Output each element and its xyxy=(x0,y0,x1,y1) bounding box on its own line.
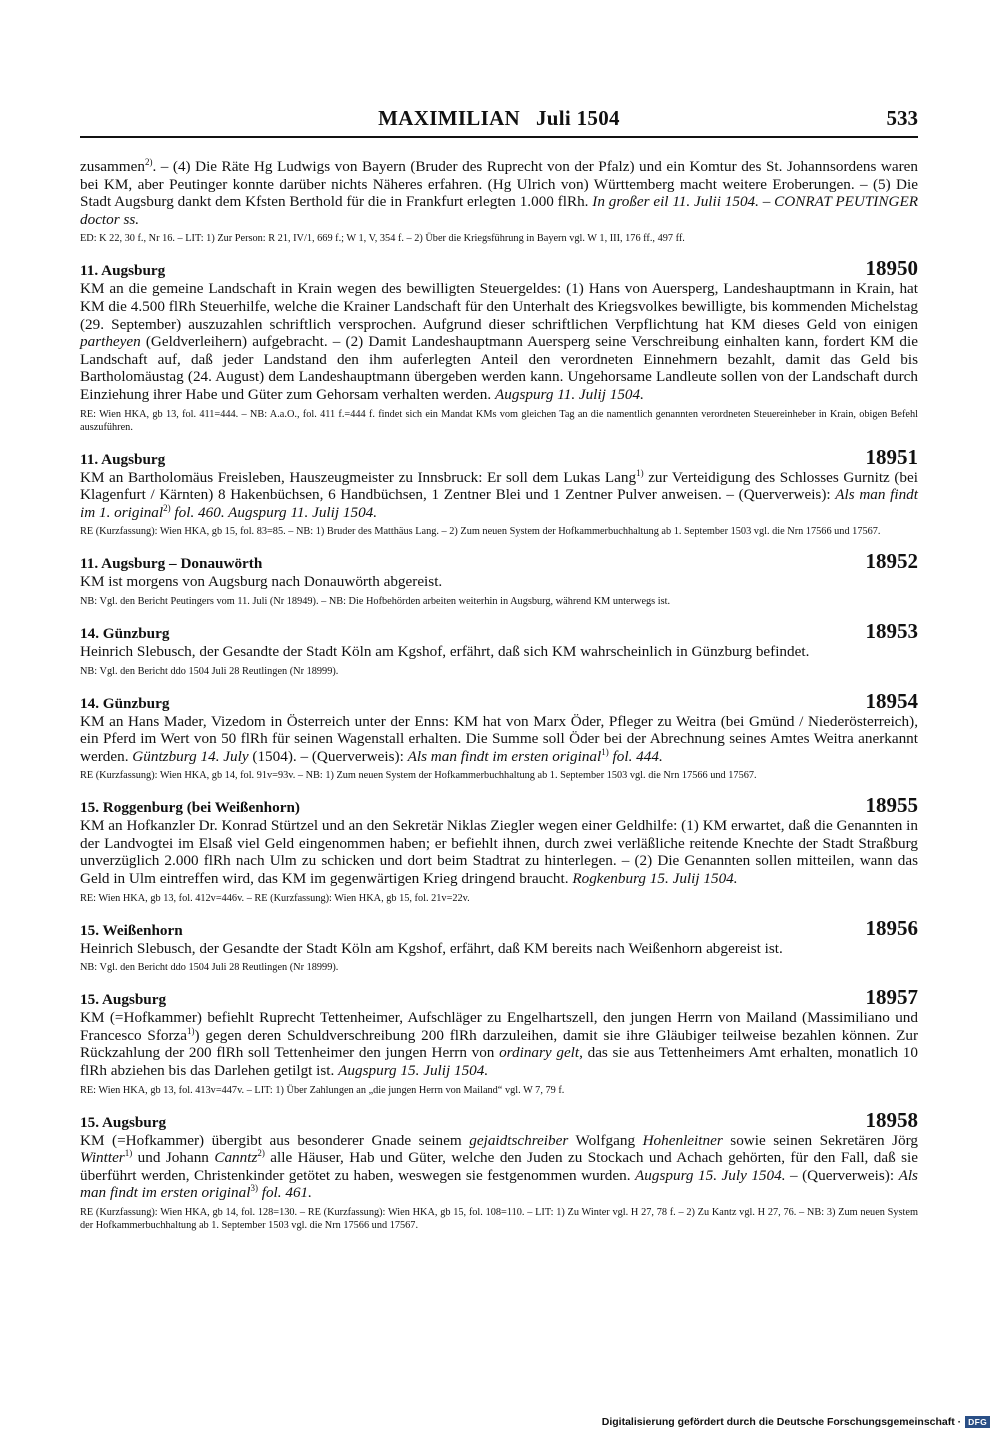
entry-text: KM (=Hofkammer) befiehlt Ruprecht Tettenheimer, Aufschläger zu Engelhartszell, den jungen Herrn von Mailand (Massimiliano und Francesco Sforza$^{1)}$) gegen deren Schuldverschreibung 200 flRh darzuleihen, damit sie ihre Gläubiger teilweise bezahlen können. Zur Rückzahlung der 200 flRh soll Tettenheimer den jungen Herrn von ordinary gelt, das sie aus Tettenheimers Amt erhalten, monatlich 10 flRh abziehen bis das Darlehen getilgt ist. Augspurg 15. Julij 1504. xyxy=(80,1009,919,1080)
entry-note: RE (Kurzfassung): Wien HKA, gb 14, fol. 91v=93v. – NB: 1) Zum neuen System der Hofkammerbuchhaltung ab 1. September 1503 vgl. die Nrn 17566 und 17567. xyxy=(80,770,757,782)
entry-18952 xyxy=(80,549,918,608)
entry-number: 18953 xyxy=(865,618,918,643)
entry-heading xyxy=(80,444,918,469)
entry-note: RE (Kurzfassung): Wien HKA, gb 15, fol. 83=85. – NB: 1) Bruder des Matthäus Lang. – 2) Zum neuen System der Hofkammerbuchhaltung ab 1. September 1503 vgl. die Nrn 17566 und 17567. xyxy=(80,526,881,538)
entry-place: 15. Weißenhorn xyxy=(80,921,183,939)
entry-note: NB: Vgl. den Bericht Peutingers vom 11. Juli (Nr 18949). – NB: Die Hofbehörden arbeiten weiterhin in Augsburg, während KM unterwegs ist. xyxy=(80,595,671,607)
header-title xyxy=(80,106,918,131)
entry-18950 xyxy=(80,256,918,433)
entry-heading xyxy=(80,618,918,643)
entry-heading xyxy=(80,256,918,281)
entry-18954 xyxy=(80,688,918,783)
entry-note: NB: Vgl. den Bericht ddo 1504 Juli 28 Reutlingen (Nr 18999). xyxy=(80,665,339,677)
entry-text: KM (=Hofkammer) übergibt aus besonderer Gnade seinem gejaidtschreiber Wolfgang Hohenleitner sowie seinen Sekretären Jörg Wintter$^{1)}$ und Johann Canntz$^{2)}$ alle Häuser, Hab und Güter, welche den Juden zu Stockach und Achach gehörten, für den Fall, daß sie überführt werden, Christenkinder getötet zu haben, weswegen sie festgenommen wurden. Augspurg 15. July 1504. – (Querverweis): Als man findt im ersten original$^{3)}$ fol. 461. xyxy=(80,1131,918,1202)
digitization-credit xyxy=(602,1416,990,1428)
entry-number: 18958 xyxy=(865,1107,918,1132)
entry-heading xyxy=(80,915,918,940)
entry-place: 15. Roggenburg (bei Weißenhorn) xyxy=(80,799,300,817)
entry-place: 11. Augsburg – Donauwörth xyxy=(80,555,263,573)
entry-place: 15. Augsburg xyxy=(80,1113,167,1131)
entry-18958 xyxy=(80,1107,918,1232)
entry-text: KM ist morgens von Augsburg nach Donauwörth abgereist. xyxy=(80,573,443,591)
entry-note: ED: K 22, 30 f., Nr 16. – LIT: 1) Zur Person: R 21, IV/1, 669 f.; W 1, V, 354 f. – 2) Über die Kriegsführung in Bayern vgl. W 1, III, 176 ff., 497 ff. xyxy=(80,233,685,245)
entry-number: 18950 xyxy=(865,256,918,281)
entry-text: Heinrich Slebusch, der Gesandte der Stadt Köln am Kgshof, erfährt, daß KM bereits nach Weißenhorn abgereist ist. xyxy=(80,939,783,957)
entry-18951 xyxy=(80,444,918,539)
running-header xyxy=(80,106,918,138)
entry-note: RE (Kurzfassung): Wien HKA, gb 14, fol. 128=130. – RE (Kurzfassung): Wien HKA, gb 15, fol. 108=110. – LIT: 1) Zu Winter vgl. H 27, 78 f. – 2) Zu Kantz vgl. H 27, 76. – NB: 3) Zum neuen System der Hofkammerbuchhaltung ab 1. September 1503 vgl. die Nrn 17566 und 17567. xyxy=(80,1207,918,1231)
header-date: Juli 1504 xyxy=(536,106,620,130)
page xyxy=(80,106,918,1232)
credit-text: Digitalisierung gefördert durch die Deutsche Forschungsgemeinschaft · xyxy=(601,1416,962,1428)
entry-text: zusammen$^{2)}$. – (4) Die Räte Hg Ludwigs von Bayern (Bruder des Ruprecht von der Pfalz) und ein Komtur des St. Johannsordens waren bei KM, aber Peutinger konnte darüber nichts Näheres erfahren. (Hg Ulrich von) Württemberg macht weitere Eroberungen. – (5) Die Stadt Augsburg dankt dem Kfsten Berthold für die in Frankfurt erlegten 1.000 flRh. In großer eil 11. Julii 1504. – CONRAT PEUTINGER doctor ss. xyxy=(80,156,919,228)
entry-text: KM an die gemeine Landschaft in Krain wegen des bewilligten Steuergeldes: (1) Hans von Auersperg, Landeshauptmann in Krain, hat KM die 4.500 flRh Steuerhilfe, welche die Krainer Landschaft für den Unterhalt des Kriegsvolkes bewilligte, bis kommenden Michelstag (29. September) auszuzahlen schriftlich versprochen. Aufgrund dieser schriftlichen Verpflichtung hat KM dieses Geld von einigen partheyen (Geldverleihern) aufgebracht. – (2) Damit Landeshauptmann Auersperg seine Verschreibung einhalten kann, fordert KM die Landschaft auf, daß jeder Landstand den ihm auferlegten Anteil den verordneten Einnehmern bezahlt, damit das Geld bis Bartholomäustag (24. August) dem Landeshauptmann übergeben werden kann. Ungehorsame Landleute sollen von der Landschaft durch Einziehung ihrer Habe und Güter zum Gehorsam verhalten werden. Augspurg 11. Julij 1504. xyxy=(80,280,918,403)
entry-note: RE: Wien HKA, gb 13, fol. 412v=446v. – RE (Kurzfassung): Wien HKA, gb 15, fol. 21v=22v. xyxy=(80,892,470,904)
entry-note: RE: Wien HKA, gb 13, fol. 413v=447v. – LIT: 1) Über Zahlungen an „die jungen Herrn von Mailand“ vgl. W 7, 79 f. xyxy=(80,1084,565,1096)
entry-place: 15. Augsburg xyxy=(80,991,167,1009)
page-number: 533 xyxy=(886,106,918,130)
entry-place: 11. Augsburg xyxy=(80,450,166,468)
entry-number: 18954 xyxy=(865,688,918,713)
entry-text: KM an Hans Mader, Vizedom in Österreich unter der Enns: KM hat von Marx Öder, Pfleger zu Weitra (bei Gmünd / Niederösterreich), ein Pferd im Wert von 50 flRh für seinen Wagenstall erhalten. Die Summe soll Öder bei der Abrechnung seines Amtes Weitra anerkannt werden. Güntzburg 14. July (1504). – (Querverweis): Als man findt im ersten original$^{1)}$ fol. 444. xyxy=(80,712,918,765)
header-name: MAXIMILIAN xyxy=(378,106,520,130)
entry-note: NB: Vgl. den Bericht ddo 1504 Juli 28 Reutlingen (Nr 18999). xyxy=(80,962,339,974)
entry-number: 18952 xyxy=(865,549,918,574)
entry-text: KM an Hofkanzler Dr. Konrad Stürtzel und an den Sekretär Niklas Ziegler wegen einer Geldhilfe: (1) KM erwartet, daß die Genannten in der Landvogtei im Elsaß viel Geld eingenommen haben; er befiehlt ihnen, durch zwei verläßliche reitende Knechte der Stadt Straßburg unverzüglich 2.000 flRh nach Ulm zu schicken und dort beim Stadtrat zu hinterlegen. – (2) Die Genannten sollen mitteilen, wann das Geld in Ulm eintreffen wird, das KM im gegenwärtigen Krieg dringend braucht. Rogkenburg 15. Julij 1504. xyxy=(80,817,918,888)
entry-heading xyxy=(80,688,918,713)
entry-heading xyxy=(80,793,918,818)
entry-18953 xyxy=(80,618,918,678)
entry-18956 xyxy=(80,915,918,975)
entry-number: 18951 xyxy=(865,444,918,469)
entry-note: RE: Wien HKA, gb 13, fol. 411=444. – NB: A.a.O., fol. 411 f.=444 f. findet sich ein Mandat KMs vom gleichen Tag an die namentlich genannten verordneten Steuereinheber in Krain, obigen Befehl auszuführen. xyxy=(80,408,918,433)
entry-number: 18957 xyxy=(865,985,918,1010)
entry-place: 14. Günzburg xyxy=(80,624,170,642)
entry-text: KM an Bartholomäus Freisleben, Hauszeugmeister zu Innsbruck: Er soll dem Lukas Lang$^{1)}$ zur Verteidigung des Schlosses Gurnitz (bei Klagenfurt / Kärnten) 8 Hakenbüchsen, 6 Handbüchsen, 1 Zentner Blei und 1 Zentner Pulver anweisen. – (Querverweis): Als man findt im 1. original$^{2)}$ fol. 460. Augspurg 11. Julij 1504. xyxy=(80,467,918,521)
entry-place: 14. Günzburg xyxy=(80,694,170,712)
entry-heading xyxy=(80,549,918,574)
entry-place: 11. Augsburg xyxy=(80,262,166,280)
entry-heading xyxy=(80,985,918,1010)
entry-18957 xyxy=(80,985,919,1096)
entry-number: 18955 xyxy=(865,793,918,818)
dfg-logo: DFG xyxy=(965,1416,990,1428)
entry-continuation xyxy=(80,158,918,245)
entry-18955 xyxy=(80,793,918,904)
entry-number: 18956 xyxy=(865,915,918,940)
entry-heading xyxy=(80,1107,918,1132)
entry-text: Heinrich Slebusch, der Gesandte der Stadt Köln am Kgshof, erfährt, daß sich KM wahrscheinlich in Günzburg befindet. xyxy=(80,642,810,660)
